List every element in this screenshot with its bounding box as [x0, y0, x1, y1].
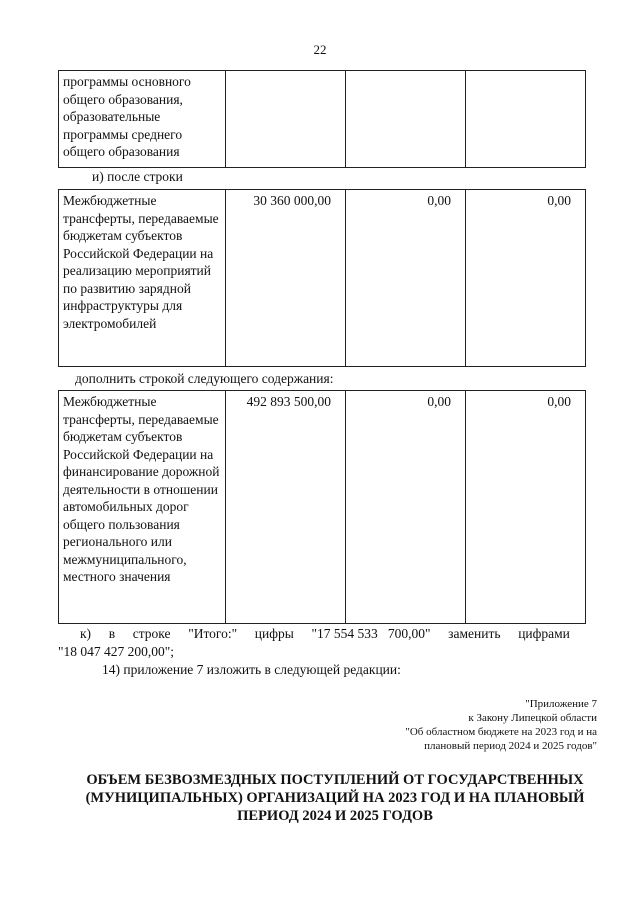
para-k-word: в — [108, 626, 116, 641]
appendix-line: к Закону Липецкой области — [468, 712, 597, 724]
row-name-cell: Межбюджетные трансферты, передаваемые бюджетам субъектов Российской Федерации на реализацию мероприятий по развитию зарядной инфраструктуры для электромобилей — [59, 190, 226, 367]
para-k-word: "Итого:" — [188, 626, 238, 641]
row-name-cell: программы основного общего образования, образовательные программы среднего общего образования — [59, 71, 226, 168]
table-road-financing — [58, 390, 586, 624]
value-2024-cell: 0,00 — [346, 190, 466, 367]
appendix-line: плановый период 2024 и 2025 годов" — [424, 740, 597, 752]
value-2024-cell — [346, 71, 466, 168]
row-name-cell: Межбюджетные трансферты, передаваемые бюджетам субъектов Российской Федерации на финансирование дорожной деятельности в отношении автомобильных дорог общего пользования регионального или межмуниципального, местного значения — [59, 391, 226, 624]
title-line: (МУНИЦИПАЛЬНЫХ) ОРГАНИЗАЦИЙ НА 2023 ГОД И НА ПЛАНОВЫЙ — [85, 790, 585, 806]
title-line: ПЕРИОД 2024 И 2025 ГОДОВ — [237, 808, 433, 824]
value-2025-cell — [466, 71, 586, 168]
appendix-header — [300, 697, 597, 753]
paragraph-14: 14) приложение 7 изложить в следующей редакции: — [102, 662, 401, 677]
para-k-line2: "18 047 427 200,00"; — [58, 644, 175, 659]
value-2024-cell: 0,00 — [346, 391, 466, 624]
table-charging-infrastructure — [58, 189, 586, 367]
para-k-word: "17 554 533 700,00" — [311, 626, 431, 641]
para-k-word: заменить — [448, 626, 501, 641]
after-row-instruction: и) после строки — [92, 169, 183, 184]
para-k-word: строке — [132, 626, 171, 641]
value-2023-cell: 30 360 000,00 — [226, 190, 346, 367]
paragraph-k — [58, 625, 570, 661]
add-row-instruction: дополнить строкой следующего содержания: — [75, 371, 334, 386]
appendix-line: "Приложение 7 — [525, 698, 597, 710]
table-row — [59, 190, 586, 367]
table-row — [59, 391, 586, 624]
value-2025-cell: 0,00 — [466, 190, 586, 367]
value-2023-cell — [226, 71, 346, 168]
table-fragment-top — [58, 70, 586, 168]
para-k-word: к) — [80, 626, 92, 641]
value-2023-cell: 492 893 500,00 — [226, 391, 346, 624]
page-number: 22 — [313, 42, 327, 57]
section-title — [40, 771, 630, 825]
value-2025-cell: 0,00 — [466, 391, 586, 624]
title-line: ОБЪЕМ БЕЗВОЗМЕЗДНЫХ ПОСТУПЛЕНИЙ ОТ ГОСУДАРСТВЕННЫХ — [86, 772, 584, 788]
table-row — [59, 71, 586, 168]
para-k-word: цифры — [254, 626, 294, 641]
para-k-word: цифрами — [518, 626, 570, 641]
appendix-line: "Об областном бюджете на 2023 год и на — [405, 726, 597, 738]
